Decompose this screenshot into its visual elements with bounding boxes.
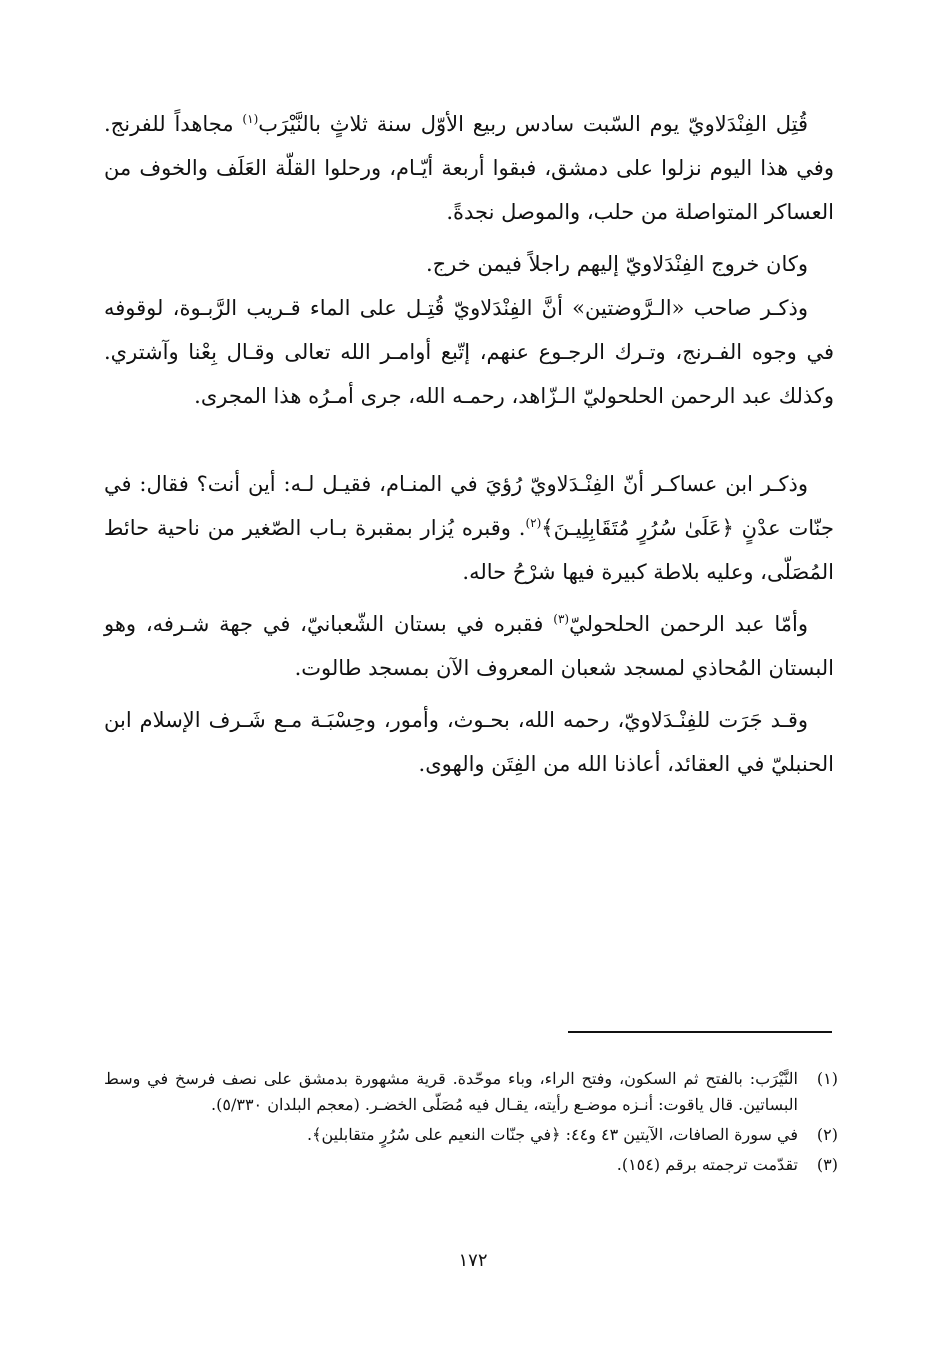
footnote-1 — [104, 1066, 838, 1118]
paragraph-text: قُتِل الفِنْدَلاويّ يوم السّبت سادس ربيع الأوّل سنة ثلاثٍ بالنَّيْرَب — [258, 112, 808, 136]
paragraph-3: وذكـر صاحب «الـرَّوضتين» أنَّ الفِنْدَلاويّ قُتِـل على الماء قـريب الرَّبـوة، لوقوفه في وجوه الفـرنج، وتـرك الرجـوع عنهم، إتّبع أوامـر الله تعالى وقـال بِعْنا وآشتري. وكذلك عبد الرحمن الحلحوليّ الـزّاهد، رحمـه الله، جرى أمـرُه هذا المجرى. — [104, 296, 834, 408]
footnote-text: في سورة الصافات، الآيتين ٤٣ و٤٤: ﴿في جنّات النعيم على سُرُرٍ متقابلين﴾. — [307, 1125, 798, 1144]
main-text — [104, 102, 834, 786]
footnote-text: تقدّمت ترجمته برقم (١٥٤). — [616, 1155, 798, 1174]
paragraph-6: وقـد جَرَت للفِنْـدَلاويّ، رحمه الله، بحـوث، وأمور، وحِسْبَـة مـع شَـرف الإسلام ابن الحنبليّ في العقائد، أعاذنا الله من الفِتَن والهوى. — [104, 708, 834, 776]
paragraph-5 — [104, 602, 834, 690]
page-number: ١٧٢ — [458, 1250, 488, 1271]
footnotes — [104, 1066, 838, 1182]
paragraph-1 — [104, 102, 834, 234]
footnote-divider — [568, 1031, 832, 1033]
footnote-2 — [104, 1122, 838, 1148]
footnote-ref-2: (٢) — [525, 516, 542, 530]
footnote-3 — [104, 1152, 838, 1178]
footnote-ref-1: (١) — [242, 112, 259, 126]
footnote-ref-3: (٣) — [553, 612, 570, 626]
paragraph-text: . وقبره يُزار بمقبرة بـاب الصّغير من ناحية حائط المُصَلّى، وعليه بلاطة كبيرة فيها شرْحُ حاله. — [104, 516, 834, 584]
footnote-text: النَّيْرَب: بالفتح ثم السكون، وفتح الراء، وباء موحّدة. قرية مشهورة بدمشق على نصف فرسخ في وسط البساتين. قال ياقوت: أنـزه موضـع رأيته، يقـال فيه مُصَلّى الخضـر. (معجم البلدان ٥/٣٣٠). — [104, 1069, 798, 1114]
footnote-number: (١) — [816, 1069, 838, 1088]
paragraph-2: وكان خروج الفِنْدَلاويّ إليهم راجلاً فيمن خرج. — [425, 252, 808, 276]
paragraph-text: وذكـر ابن عساكـر أنّ الفِنْـدَلاويّ رُؤيَ في المنـام، فقيـل لـه: أين أنت؟ فقال: في جنّات عدْنٍ ﴿عَلَىٰ سُرُرٍ مُتَقَابِلِيـنَ﴾ — [104, 472, 834, 540]
paragraph-text: مجاهداً للفرنج. وفي هذا اليوم نزلوا على دمشق، فبقوا أربعة أيّـام، ورحلوا القلّة العَلَف والخوف من العساكر المتواصلة من حلب، والموصل نجدةً. — [104, 112, 834, 224]
paragraph-4 — [104, 462, 834, 594]
paragraph-text: فقبره في بستان الشّعبانيّ، في جهة شـرفه، وهو البستان المُحاذي لمسجد شعبان المعروف الآن بمسجد طالوت. — [104, 612, 834, 680]
footnote-number: (٢) — [816, 1125, 838, 1144]
paragraph-text: وأمّا عبد الرحمن الحلحوليّ — [569, 612, 808, 636]
footnote-number: (٣) — [816, 1155, 838, 1174]
